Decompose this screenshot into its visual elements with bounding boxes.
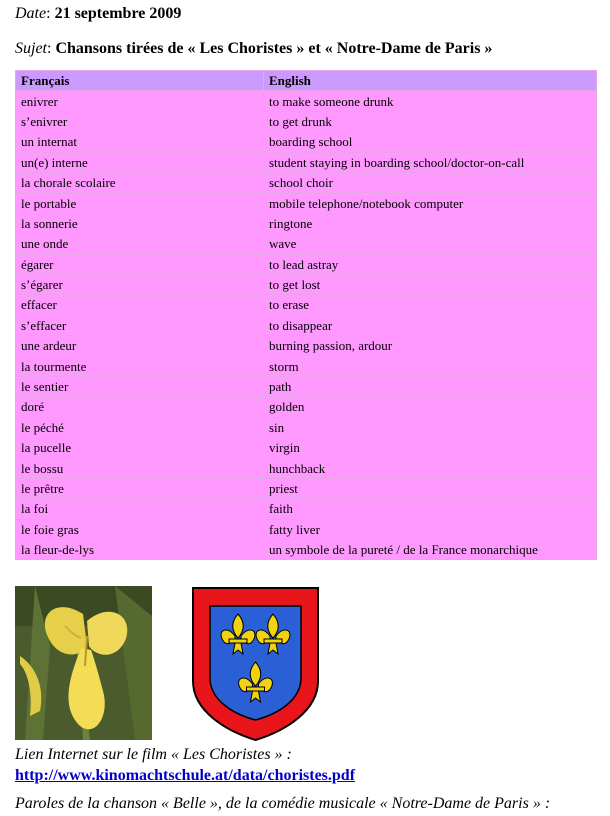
english-translation-cell: golden [264,397,597,417]
subject-label: Sujet [15,40,47,57]
french-term-cell: s’effacer [16,315,264,335]
english-translation-cell: storm [264,356,597,376]
table-row [16,519,597,539]
choristes-pdf-link[interactable]: http://www.kinomachtschule.at/data/choristes.pdf [15,767,356,784]
french-term-cell: la pucelle [16,438,264,458]
table-row [16,417,597,437]
date-value: 21 septembre 2009 [54,5,182,22]
english-translation-cell: mobile telephone/notebook computer [264,193,597,213]
french-term-cell: la sonnerie [16,213,264,233]
table-header-row [16,71,597,91]
table-row [16,336,597,356]
french-term-cell: la foi [16,499,264,519]
table-row [16,234,597,254]
fleur-de-lys-shield-icon [190,586,321,742]
english-translation-cell: to make someone drunk [264,91,597,111]
french-term-cell: la fleur-de-lys [16,539,264,559]
french-term-cell: le prêtre [16,478,264,498]
subject-line: Sujet: Chansons tirées de « Les Choristes » et « Notre-Dame de Paris » [15,40,493,57]
english-translation-cell: burning passion, ardour [264,336,597,356]
english-translation-cell: to get drunk [264,111,597,131]
subject-value: Chansons tirées de « Les Choristes » et « Notre-Dame de Paris » [55,40,493,57]
table-row [16,132,597,152]
table-row [16,539,597,559]
english-translation-cell: to get lost [264,274,597,294]
french-term-cell: la tourmente [16,356,264,376]
table-row [16,254,597,274]
english-translation-cell: to erase [264,295,597,315]
french-term-cell: le portable [16,193,264,213]
column-header-english: English [264,71,597,91]
english-translation-cell: to disappear [264,315,597,335]
french-term-cell: le bossu [16,458,264,478]
table-row [16,376,597,396]
table-row [16,152,597,172]
english-translation-cell: virgin [264,438,597,458]
vocabulary-table [15,70,597,560]
french-term-cell: s’enivrer [16,111,264,131]
french-term-cell: égarer [16,254,264,274]
table-row [16,458,597,478]
table-row [16,295,597,315]
french-term-cell: le sentier [16,376,264,396]
date-line: Date: 21 septembre 2009 [15,5,182,22]
english-translation-cell: faith [264,499,597,519]
english-translation-cell: sin [264,417,597,437]
english-translation-cell: fatty liver [264,519,597,539]
french-term-cell: le péché [16,417,264,437]
table-row [16,91,597,111]
table-row [16,213,597,233]
english-translation-cell: ringtone [264,213,597,233]
table-row [16,193,597,213]
english-translation-cell: student staying in boarding school/doctor-on-call [264,152,597,172]
french-term-cell: une onde [16,234,264,254]
table-row [16,397,597,417]
english-translation-cell: hunchback [264,458,597,478]
table-row [16,438,597,458]
date-label: Date [15,5,47,22]
french-term-cell: un(e) interne [16,152,264,172]
french-term-cell: enivrer [16,91,264,111]
lyrics-heading: Paroles de la chanson « Belle », de la comédie musicale « Notre-Dame de Paris » : [15,795,551,812]
table-row [16,478,597,498]
french-term-cell: le foie gras [16,519,264,539]
french-term-cell: doré [16,397,264,417]
french-term-cell: une ardeur [16,336,264,356]
table-row [16,315,597,335]
english-translation-cell: priest [264,478,597,498]
table-body [16,91,597,560]
french-term-cell: s’égarer [16,274,264,294]
table-row [16,356,597,376]
english-translation-cell: un symbole de la pureté / de la France monarchique [264,539,597,559]
french-term-cell: un internat [16,132,264,152]
french-term-cell: la chorale scolaire [16,172,264,192]
column-header-francais: Français [16,71,264,91]
english-translation-cell: boarding school [264,132,597,152]
film-link-label: Lien Internet sur le film « Les Choristes » : [15,746,292,763]
english-translation-cell: wave [264,234,597,254]
english-translation-cell: to lead astray [264,254,597,274]
english-translation-cell: path [264,376,597,396]
table-row [16,499,597,519]
table-row [16,274,597,294]
table-row [16,172,597,192]
table-row [16,111,597,131]
coat-of-arms-image [190,586,321,742]
yellow-iris-photo [15,586,152,740]
english-translation-cell: school choir [264,172,597,192]
french-term-cell: effacer [16,295,264,315]
